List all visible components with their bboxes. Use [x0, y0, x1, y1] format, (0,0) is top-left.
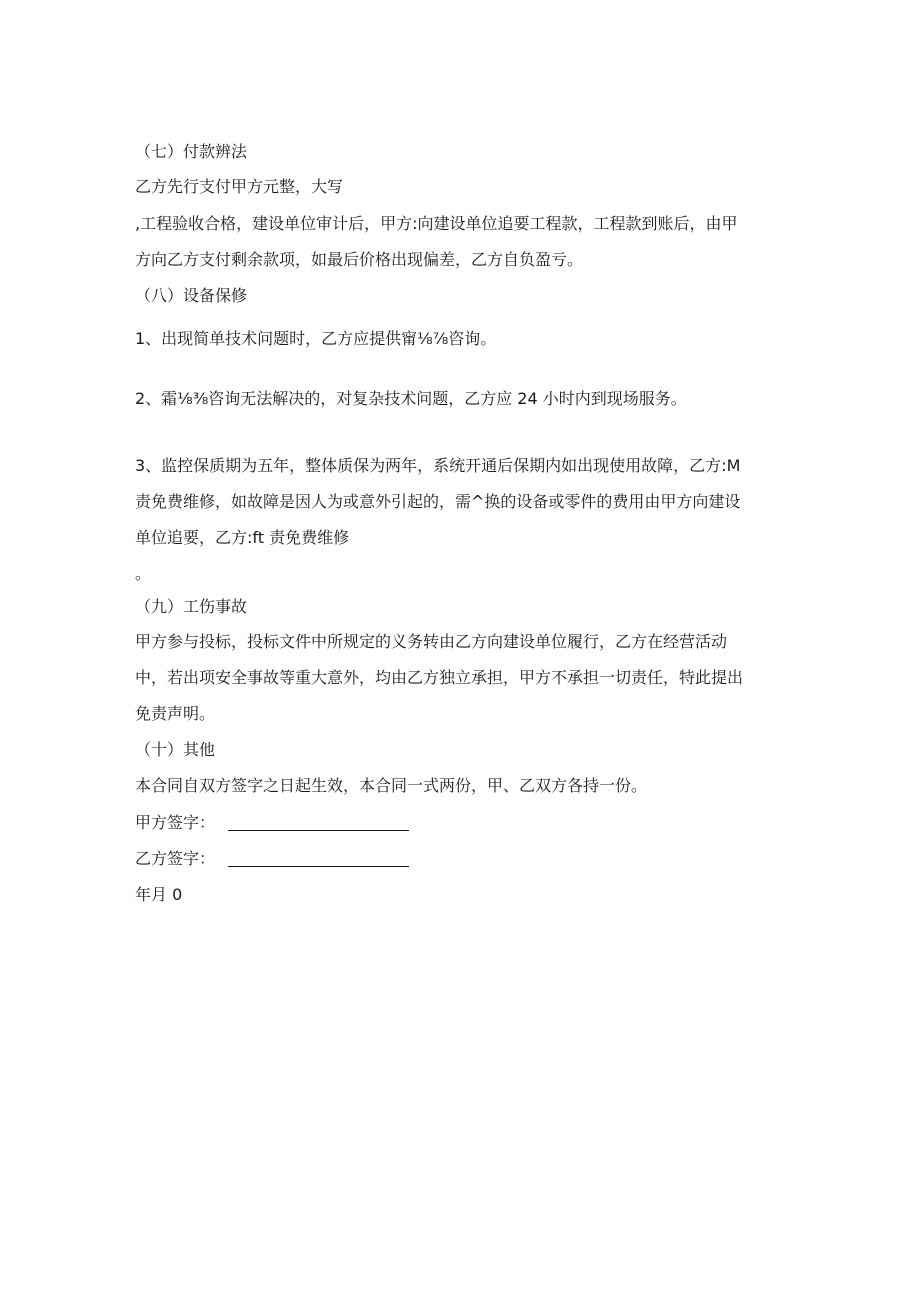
section-7-line-1: 乙方先行支付甲方元整，大写 — [135, 177, 344, 196]
section-8-item-3-line-2: 责免费维修，如故障是因人为或意外引起的，需^换的设备或零件的费用由甲方向建设 — [135, 492, 741, 511]
section-9-line-1: 甲方参与投标，投标文件中所规定的义务转由乙方向建设单位履行，乙方在经营活动 — [135, 632, 728, 651]
section-9-line-3: 免责声明。 — [135, 704, 216, 723]
party-b-signature-line[interactable] — [228, 866, 409, 867]
section-8-item-3-line-3: 单位追要，乙方:ft 责免费维修 — [135, 528, 350, 547]
party-a-signature-label: 甲方签字： — [135, 813, 216, 832]
section-8-item-3-line-4: 。 — [135, 564, 152, 583]
section-8-item-3-line-1: 3、监控保质期为五年，整体质保为两年，系统开通后保期内如出现使用故障，乙方:M — [135, 456, 741, 475]
section-8-item-1: 1、出现简单技术问题时，乙方应提供甯⅛⅞咨询。 — [135, 329, 497, 348]
section-7-heading: （七）付款辨法 — [135, 142, 248, 161]
section-8-heading: （八）设备保修 — [135, 286, 248, 305]
section-7-line-3: 方向乙方支付剩余款项，如最后价格出现偏差，乙方自负盈亏。 — [135, 250, 584, 269]
section-9-line-2: 中，若出项安全事故等重大意外，均由乙方独立承担，甲方不承担一切责任，特此提出 — [135, 668, 744, 687]
section-10-line: 本合同自双方签字之日起生效，本合同一式两份，甲、乙双方各持一份。 — [135, 776, 648, 795]
date-line: 年月 0 — [135, 885, 183, 904]
section-8-item-2: 2、霜⅛⅜咨询无法解决的，对复杂技术问题，乙方应 24 小时内到现场服务。 — [135, 389, 687, 408]
section-10-heading: （十）其他 — [135, 740, 216, 759]
party-a-signature-line[interactable] — [228, 830, 409, 831]
party-b-signature-label: 乙方签字： — [135, 849, 216, 868]
section-9-heading: （九）工伤事故 — [135, 597, 248, 616]
section-7-line-2: ,工程验收合格，建设单位审计后，甲方:向建设单位追要工程款，工程款到账后，由甲 — [135, 214, 738, 233]
